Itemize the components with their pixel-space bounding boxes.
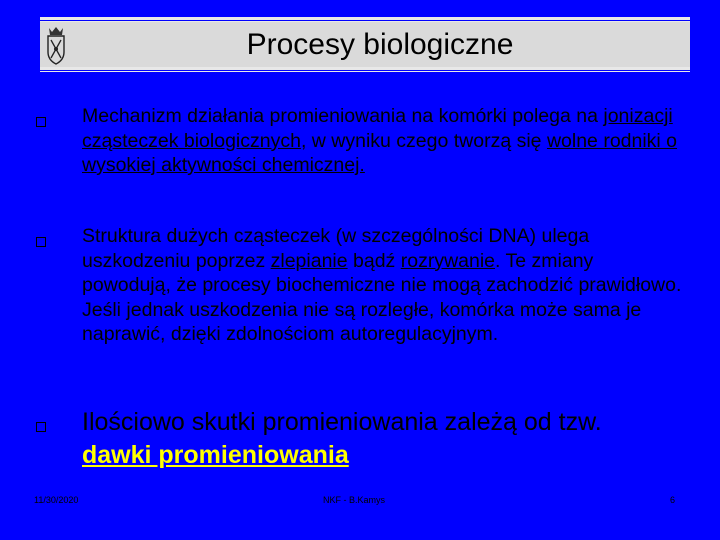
bullet-3-lead: Ilościowo skutki promieniowania zależą od tzw. bbox=[82, 408, 602, 436]
footer-date: 11/30/2020 bbox=[34, 495, 79, 505]
header-rule-bottom-thin bbox=[40, 71, 690, 72]
footer-page-number: 6 bbox=[670, 495, 676, 505]
crest-logo-icon bbox=[40, 22, 72, 67]
highlight-term: dawki promieniowania bbox=[82, 441, 349, 469]
bullet-2-part-3: bądź bbox=[347, 249, 401, 272]
slide-title: Procesy biologiczne bbox=[246, 28, 514, 61]
footer-author: NKF - B.Kamys bbox=[323, 495, 386, 505]
bullet-2-part-5: . Te zmiany powodują, że procesy biochemiczne nie mogą zachodzić prawidłowo. Jeśli jednak uszkodzenia nie są rozległe, komórka może sama je naprawić, dzięki zdolnościom autoregulacyjnym. bbox=[82, 249, 682, 345]
bullet-2-part-1: Struktura dużych cząsteczek (w szczególności DNA) ulega uszkodzeniu poprzez bbox=[82, 225, 590, 272]
bullet-1-underline-2: wolne rodniki o wysokiej aktywności chemicznej. bbox=[82, 129, 678, 176]
bullet-1-part-3: , w wyniku czego tworzą się bbox=[300, 129, 547, 152]
bullet-text-1 bbox=[82, 104, 682, 178]
header-rule-top bbox=[40, 17, 690, 20]
bullet-2-underline-2: rozrywanie bbox=[400, 249, 496, 272]
bullet-1-part-1: Mechanizm działania promieniowania na komórki polega na bbox=[82, 105, 604, 127]
bullet-text-2 bbox=[82, 224, 682, 347]
square-bullet-icon bbox=[36, 422, 46, 432]
square-bullet-icon bbox=[36, 117, 46, 127]
bullet-1-underline-1: jonizacji cząsteczek biologicznych bbox=[82, 105, 673, 152]
bullet-text-3 bbox=[82, 406, 692, 472]
bullet-2-underline-1: zlepianie bbox=[270, 249, 348, 272]
square-bullet-icon bbox=[36, 237, 46, 247]
header-rule-bottom bbox=[40, 67, 690, 70]
